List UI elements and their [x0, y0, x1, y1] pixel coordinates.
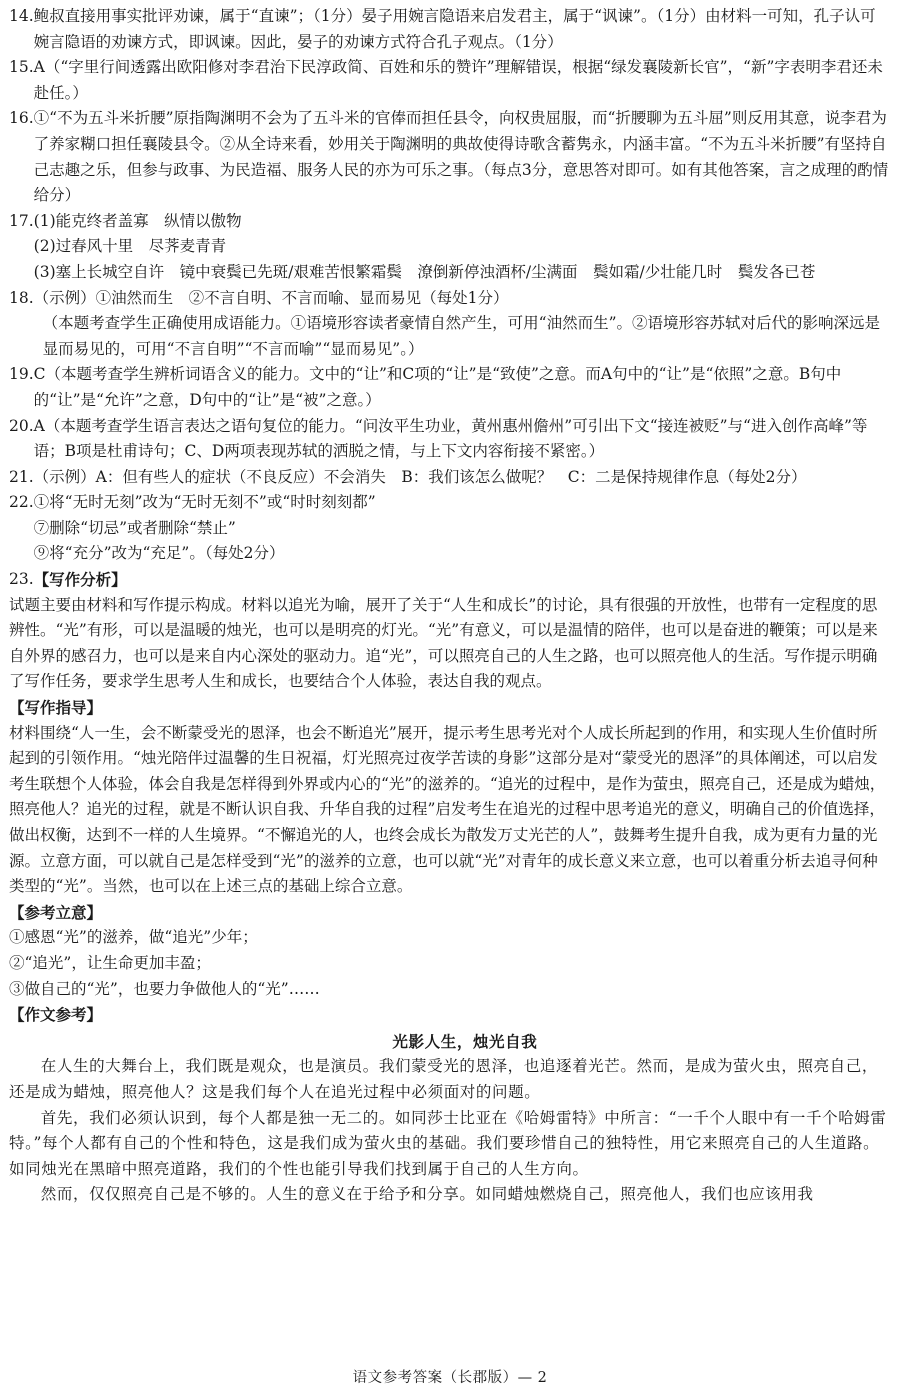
answer-item-17 — [9, 209, 889, 286]
answer-line: ⑦删除“切忌”或者删除“禁止” — [33, 518, 236, 537]
answer-item-16 — [9, 106, 889, 208]
item-number: 20. — [9, 416, 34, 435]
section-heading-guide: 【写作指导】 — [9, 698, 103, 718]
answer-item-21 — [9, 465, 889, 491]
item-number: 16. — [9, 109, 34, 128]
answer-text: ①“不为五斗米折腰”原指陶渊明不会为了五斗米的官俸而担任县令，向权贵屈服，而“折腰聊为五斗屈”则反用其意，说李君为了养家糊口担任襄陵县令。②从全诗来看，妙用关于陶渊明的典故使得诗歌含蓄隽永，内涵丰富。“不为五斗米折腰”有坚持自己志趣之乐，但参与政事、为民造福、服务人民的亦为可乐之事。（每点3分，意思答对即可。如有其他答案，言之成理的酌情给分） — [33, 109, 889, 205]
item-number: 19. — [9, 365, 34, 384]
essay-title: 光影人生，烛光自我 — [392, 1031, 538, 1051]
answer-line: ①将“无时无刻”改为“无时无刻不”或“时时刻刻都” — [33, 493, 376, 512]
item-number: 22. — [9, 493, 34, 512]
item-number: 21. — [9, 467, 34, 486]
answer-item-19 — [9, 362, 889, 413]
essay-paragraph: 在人生的大舞台上，我们既是观众，也是演员。我们蒙受光的恩泽，也追逐着光芒。然而，是成为萤火虫，照亮自己，还是成为蜡烛，照亮他人？这是我们每个人在追光过程中必须面对的问题。 — [9, 1057, 878, 1101]
section-heading-analysis: 【写作分析】 — [33, 570, 127, 590]
answer-text: A（“字里行间透露出欧阳修对李君治下民淳政简、百姓和乐的赞许”理解错误，根据“绿发襄陵新长官”，“新”字表明李君还未赴任。） — [33, 58, 883, 102]
answer-text: 鲍叔直接用事实批评劝谏，属于“直谏”；（1分）晏子用婉言隐语来启发君主，属于“讽谏”。（1分）由材料一可知，孔子认可婉言隐语的劝谏方式，即讽谏。因此，晏子的劝谏方式符合孔子观点。（1分） — [33, 7, 876, 51]
answer-item-14 — [9, 4, 889, 55]
answer-line: (1)能克终者盖寡 纵情以傲物 — [33, 211, 242, 230]
answer-item-22 — [9, 490, 889, 567]
answer-line: ⑨将“充分”改为“充足”。（每处2分） — [33, 544, 285, 563]
answer-text: C（本题考查学生辨析词语含义的能力。文中的“让”和C项的“让”是“致使”之意。而A句中的“让”是“依照”之意。B句中的“让”是“允许”之意，D句中的“让”是“被”之意。） — [33, 365, 842, 409]
writing-analysis-text: 试题主要由材料和写作提示构成。材料以追光为喻，展开了关于“人生和成长”的讨论，具有很强的开放性，也带有一定程度的思辨性。“光”有形，可以是温暖的烛光，也可以是明亮的灯光。“光”有意义，可以是温情的陪伴，也可以是奋进的鞭策；可以是来自外界的感召力，也可以是来自内心深处的驱动力。追“光”，可以照亮自己的人生之路，也可以照亮他人的生活。写作提示明确了写作任务，要求学生思考人生和成长，也要结合个人体验，表达自我的观点。 — [9, 595, 878, 691]
item-number: 15. — [9, 58, 34, 77]
answer-text: A（本题考查学生语言表达之语句复位的能力。“问汝平生功业，黄州惠州儋州”可引出下文“接连被贬”与“进入创作高峰”等语；B项是杜甫诗句；C、D两项表现苏轼的洒脱之情，与上下文内容衔接不紧密。） — [33, 416, 868, 461]
answer-line: (2)过春风十里 尽荠麦青青 — [33, 237, 227, 256]
item-number: 18. — [9, 288, 34, 307]
answer-item-18 — [9, 286, 889, 363]
item-number: 14. — [9, 7, 34, 25]
answer-explanation: （本题考查学生正确使用成语能力。①语境形容读者豪情自然产生，可用“油然而生”。②语境形容苏轼对后代的影响深远是显而易见的，可用“不言自明”“不言而喻”“显而易见”。） — [42, 314, 881, 358]
page-footer: 语文参考答案（长郡版）— 2 — [352, 1370, 548, 1386]
answer-item-23 — [9, 567, 889, 593]
item-number: 23. — [9, 570, 34, 589]
section-heading-essay: 【作文参考】 — [9, 1005, 103, 1025]
answer-item-15 — [9, 55, 889, 106]
essay-paragraph: 首先，我们必须认识到，每个人都是独一无二的。如同莎士比亚在《哈姆雷特》中所言：“一千个人眼中有一千个哈姆雷特。”每个人都有自己的个性和特色，这是我们成为萤火虫的基础。我们要珍惜自己的独特性，用它来照亮自己的人生道路。如同烛光在黑暗中照亮道路，我们的个性也能引导我们找到属于自己的人生方向。 — [9, 1108, 887, 1178]
answer-item-20 — [9, 414, 889, 465]
answer-content — [9, 4, 889, 1208]
sample-essay — [9, 1029, 889, 1208]
reference-idea: ①感恩“光”的滋养，做“追光”少年； — [9, 928, 258, 947]
essay-paragraph: 然而，仅仅照亮自己是不够的。人生的意义在于给予和分享。如同蜡烛燃烧自己，照亮他人，我们也应该用我 — [40, 1185, 814, 1204]
item-number: 17. — [9, 211, 34, 230]
reference-idea: ②“追光”，让生命更加丰盈； — [9, 953, 211, 972]
answer-text: （示例）A：但有些人的症状（不良反应）不会消失 B：我们该怎么做呢？ C：二是保持规律作息（每处2分） — [33, 467, 807, 486]
answer-text: （示例）①油然而生 ②不言自明、不言而喻、显而易见（每处1分） — [33, 288, 509, 307]
section-heading-reference: 【参考立意】 — [9, 902, 103, 922]
reference-idea: ③做自己的“光”，也要力争做他人的“光”…… — [9, 979, 320, 998]
writing-guide-text: 材料围绕“人一生，会不断蒙受光的恩泽，也会不断追光”展开，提示考生思考光对个人成长所起到的作用，和实现人生价值时所起到的引领作用。“烛光陪伴过温馨的生日祝福，灯光照亮过夜学苦读的身影”这部分是对“蒙受光的恩泽”的具体阐述，可以启发考生联想个人体验，体会自我是怎样得到外界或内心的“光”的滋养的。“追光的过程中，是作为萤虫，照亮自己，还是成为蜡烛，照亮他人？追光的过程，就是不断认识自我、升华自我的过程”启发考生在追光的过程中思考追光的意义，明确自己的价值选择，做出权衡，达到不一样的人生境界。“不懈追光的人，也终会成长为散发万丈光芒的人”，鼓舞考生提升自我，成为更有力量的光源。立意方面，可以就自己是怎样受到“光”的滋养的立意，也可以就“光”对青年的成长意义来立意，也可以着重分析去追寻何种类型的“光”。当然，也可以在上述三点的基础上综合立意。 — [9, 723, 886, 896]
answer-line: (3)塞上长城空自许 镜中衰鬓已先斑/艰难苦恨繁霜鬓 潦倒新停浊酒杯/尘满面 鬓如霜/少壮能几时 鬓发各已苍 — [33, 262, 816, 281]
